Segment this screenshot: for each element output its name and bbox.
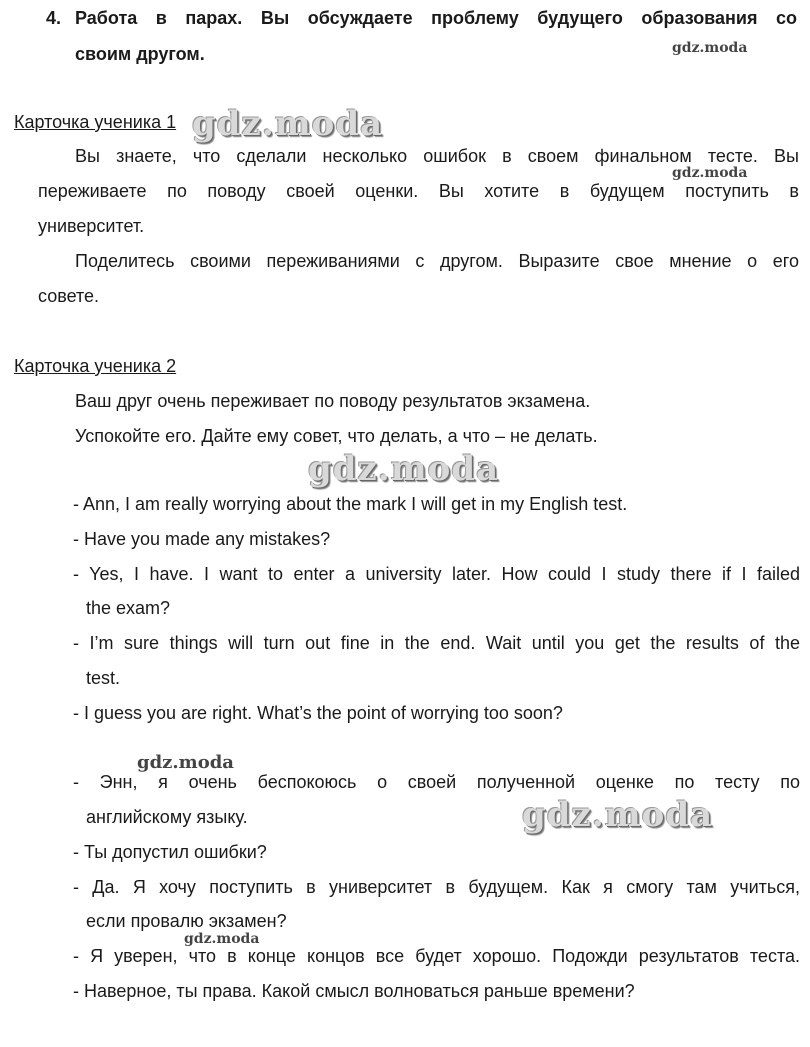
ru-dialogue-line3-cont: если провалю экзамен? (86, 911, 287, 931)
ru-dialogue-line2: - Ты допустил ошибки? (73, 842, 267, 862)
watermark-small: gdz.moda (672, 40, 748, 56)
card1-p2-line2: совете. (38, 286, 100, 306)
card2-line2: Успокойте его. Дайте ему совет, что делать, а что – не делать. (75, 426, 598, 446)
card2-title: Карточка ученика 2 (14, 356, 177, 376)
ru-dialogue-line5: - Наверное, ты права. Какой смысл волноваться раньше времени? (73, 981, 635, 1001)
card1-p1-line1: Вы знаете, что сделали несколько ошибок в своем финальном тесте. Вы (75, 146, 799, 166)
task-number: 4. (46, 8, 62, 28)
en-dialogue-line3-cont: the exam? (86, 598, 171, 618)
card1-p1-line3: университет. (38, 216, 145, 236)
en-dialogue-line3: - Yes, I have. I want to enter a university later. How could I study there if I failed (73, 564, 800, 584)
ru-dialogue-line1-cont: английскому языку. (86, 807, 248, 827)
task-title-line1: Работа в парах. Вы обсуждаете проблему будущего образования со (75, 8, 797, 28)
en-dialogue-line1: - Ann, I am really worrying about the mark I will get in my English test. (73, 494, 628, 514)
watermark-large: gdz.moda (522, 795, 714, 835)
ru-dialogue-line3: - Да. Я хочу поступить в университет в будущем. Как я смогу там учиться, (73, 877, 800, 897)
card1-title: Карточка ученика 1 (14, 112, 177, 132)
watermark-small: gdz.moda (184, 931, 260, 947)
card1-p1-line2: переживаете по поводу своей оценки. Вы хотите в будущем поступить в (38, 181, 799, 201)
ru-dialogue-line4: - Я уверен, что в конце концов все будет хорошо. Подожди результатов теста. (73, 946, 800, 966)
en-dialogue-line4: - I’m sure things will turn out fine in the end. Wait until you get the results of the (73, 633, 800, 653)
watermark-large: gdz.moda (192, 104, 384, 144)
card2-line1: Ваш друг очень переживает по поводу результатов экзамена. (75, 391, 591, 411)
task-title-line2: своим другом. (75, 44, 205, 64)
ru-dialogue-line1: - Энн, я очень беспокоюсь о своей полученной оценке по тесту по (73, 772, 800, 792)
watermark-small: gdz.moda (137, 752, 234, 773)
en-dialogue-line2: - Have you made any mistakes? (73, 529, 331, 549)
en-dialogue-line4-cont: test. (86, 668, 121, 688)
en-dialogue-line5: - I guess you are right. What’s the point of worrying too soon? (73, 703, 563, 723)
card1-p2-line1: Поделитесь своими переживаниями с другом. Выразите свое мнение о его (75, 251, 799, 271)
watermark-small: gdz.moda (672, 165, 748, 181)
watermark-large: gdz.moda (308, 449, 500, 489)
